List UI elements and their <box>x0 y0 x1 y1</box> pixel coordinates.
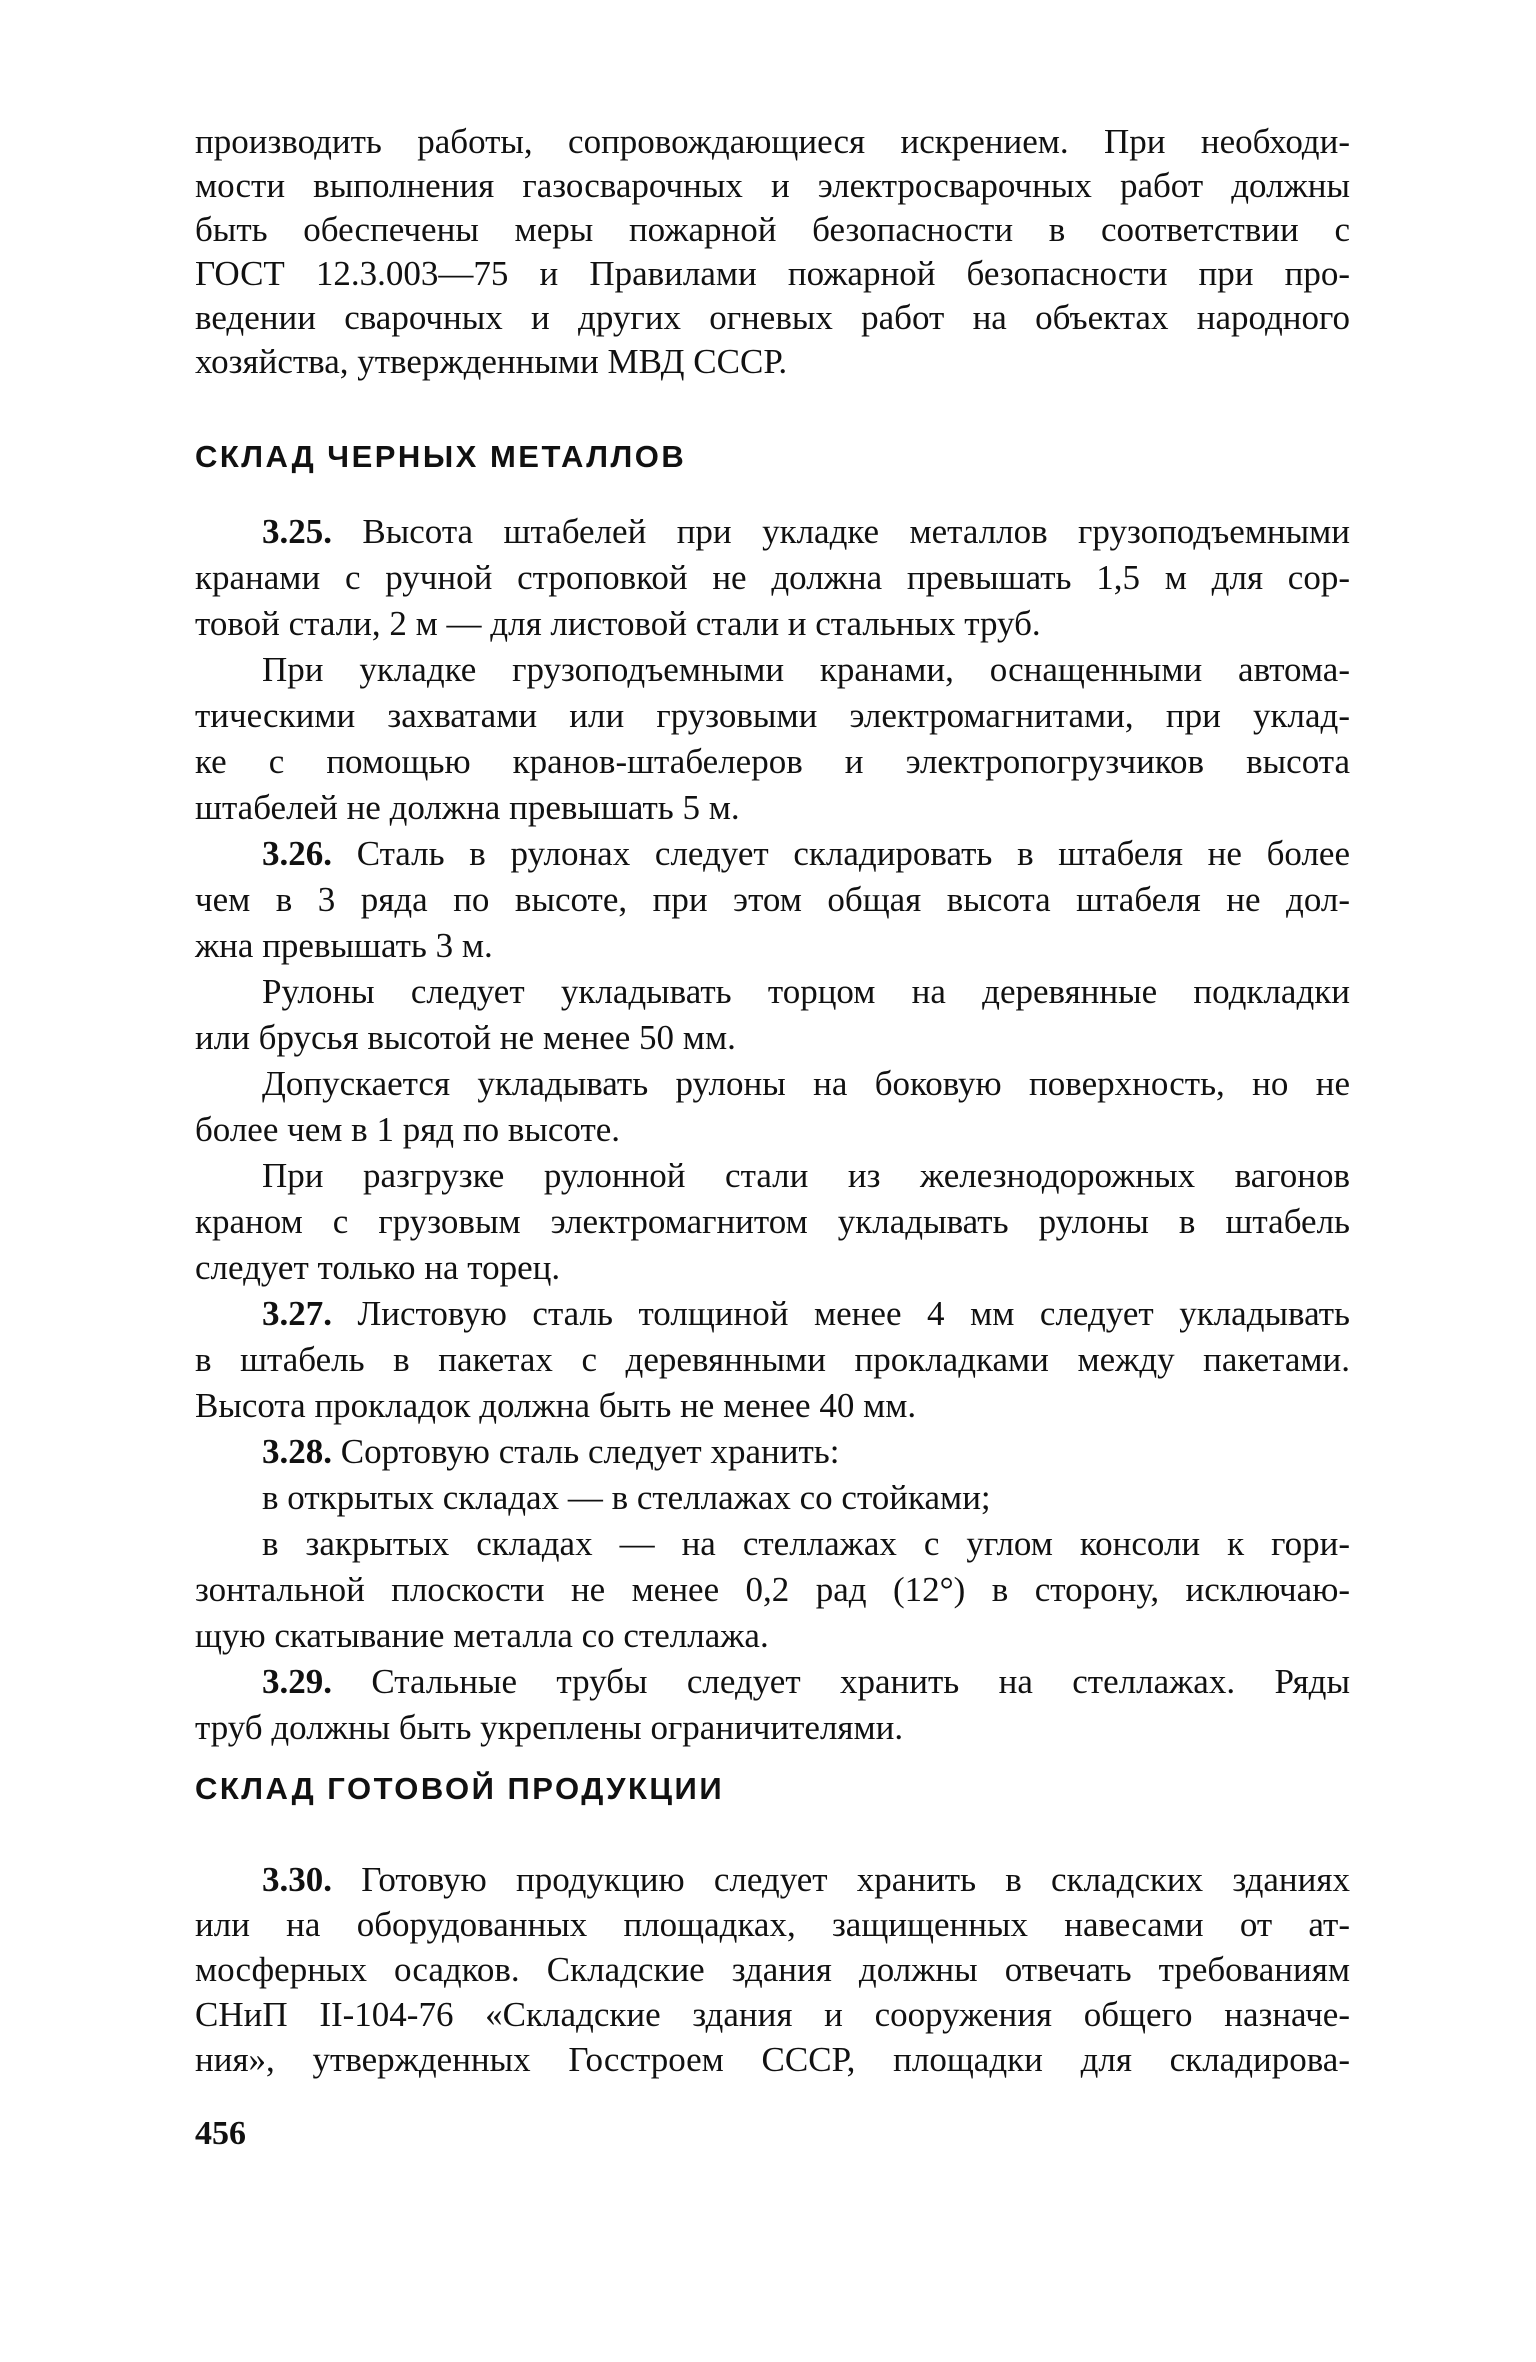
paragraph <box>195 1061 1350 1153</box>
line-text: хозяйства, утвержденными МВД СССР. <box>195 342 788 381</box>
text-line <box>195 1567 1350 1613</box>
line-text: СНиП II-104-76 «Складские здания и сооружения общего назначе- <box>195 1995 1350 2034</box>
line-text: тическими захватами или грузовыми электромагнитами, при уклад- <box>195 696 1350 735</box>
paragraph <box>195 647 1350 831</box>
line-text: кранами с ручной строповкой не должна превышать 1,5 м для сор- <box>195 558 1350 597</box>
text-line <box>195 1992 1350 2037</box>
text-line <box>195 923 1350 969</box>
line-text: Сортовую сталь следует хранить: <box>332 1432 840 1471</box>
text-line <box>195 1291 1350 1337</box>
text-line <box>195 1705 1350 1751</box>
line-text: следует только на торец. <box>195 1248 561 1287</box>
text-line <box>195 1902 1350 1947</box>
paragraph <box>195 969 1350 1061</box>
text-line <box>195 164 1350 208</box>
line-text: или брусья высотой не менее 50 мм. <box>195 1018 736 1057</box>
line-text: Сталь в рулонах следует складировать в штабеля не более <box>332 834 1350 873</box>
line-text: товой стали, 2 м — для листовой стали и стальных труб. <box>195 604 1041 643</box>
paragraph <box>195 1521 1350 1659</box>
line-text: Допускается укладывать рулоны на боковую поверхность, но не <box>262 1064 1350 1103</box>
line-text: Высота прокладок должна быть не менее 40 мм. <box>195 1386 917 1425</box>
line-text: жна превышать 3 м. <box>195 926 493 965</box>
text-block-ferrous-metals <box>195 509 1350 1751</box>
paragraph <box>195 831 1350 969</box>
paragraph <box>195 1429 1350 1475</box>
text-line <box>195 1947 1350 1992</box>
paragraph <box>195 1659 1350 1751</box>
clause-number: 3.30. <box>262 1860 332 1899</box>
line-text: зонтальной плоскости не менее 0,2 рад (12°) в сторону, исключаю- <box>195 1570 1350 1609</box>
text-line <box>195 1857 1350 1902</box>
text-line <box>195 1659 1350 1705</box>
line-text: труб должны быть укреплены ограничителями. <box>195 1708 904 1747</box>
clause-number: 3.26. <box>262 834 332 873</box>
text-line <box>195 785 1350 831</box>
line-text: мосферных осадков. Складские здания должны отвечать требованиям <box>195 1950 1350 1989</box>
clause-number: 3.25. <box>262 512 332 551</box>
text-line <box>195 831 1350 877</box>
line-text: Листовую сталь толщиной менее 4 мм следует укладывать <box>332 1294 1350 1333</box>
text-line <box>195 693 1350 739</box>
paragraph <box>195 1857 1350 2082</box>
text-line <box>195 969 1350 1015</box>
text-line <box>195 1245 1350 1291</box>
line-text: штабелей не должна превышать 5 м. <box>195 788 740 827</box>
text-block-intro <box>195 120 1350 384</box>
paragraph <box>195 1475 1350 1521</box>
line-text: в закрытых складах — на стеллажах с углом консоли к гори- <box>262 1524 1350 1563</box>
text-line <box>195 647 1350 693</box>
text-line <box>195 1061 1350 1107</box>
text-line <box>195 739 1350 785</box>
paragraph <box>195 1291 1350 1429</box>
line-text: Готовую продукцию следует хранить в складских зданиях <box>332 1860 1350 1899</box>
clause-number: 3.28. <box>262 1432 332 1471</box>
text-line <box>195 877 1350 923</box>
text-line <box>195 1107 1350 1153</box>
line-text: мости выполнения газосварочных и электросварочных работ должны <box>195 166 1350 205</box>
line-text: ке с помощью кранов-штабелеров и электропогрузчиков высота <box>195 742 1350 781</box>
text-line <box>195 1199 1350 1245</box>
clause-number: 3.27. <box>262 1294 332 1333</box>
line-text: ГОСТ 12.3.003—75 и Правилами пожарной безопасности при про- <box>195 254 1350 293</box>
line-text: Рулоны следует укладывать торцом на деревянные подкладки <box>262 972 1350 1011</box>
paragraph <box>195 509 1350 647</box>
section-heading-finished-products: СКЛАД ГОТОВОЙ ПРОДУКЦИИ <box>195 1771 725 1806</box>
line-text: При разгрузке рулонной стали из железнодорожных вагонов <box>262 1156 1350 1195</box>
text-line <box>195 555 1350 601</box>
text-line <box>195 252 1350 296</box>
text-line <box>195 1337 1350 1383</box>
text-line <box>195 296 1350 340</box>
line-text: Стальные трубы следует хранить на стеллажах. Ряды <box>332 1662 1350 1701</box>
line-text: или на оборудованных площадках, защищенных навесами от ат- <box>195 1905 1350 1944</box>
text-line <box>195 120 1350 164</box>
text-line <box>195 601 1350 647</box>
text-line <box>195 2037 1350 2082</box>
text-line <box>195 1015 1350 1061</box>
text-line <box>195 340 1350 384</box>
text-line <box>195 1475 1350 1521</box>
text-line <box>195 1383 1350 1429</box>
paragraph <box>195 120 1350 384</box>
clause-number: 3.29. <box>262 1662 332 1701</box>
line-text: щую скатывание металла со стеллажа. <box>195 1616 769 1655</box>
section-heading-ferrous-metals: СКЛАД ЧЕРНЫХ МЕТАЛЛОВ <box>195 439 687 474</box>
text-line <box>195 509 1350 555</box>
text-line <box>195 1521 1350 1567</box>
line-text: Высота штабелей при укладке металлов грузоподъемными <box>332 512 1350 551</box>
line-text: чем в 3 ряда по высоте, при этом общая высота штабеля не дол- <box>195 880 1350 919</box>
line-text: производить работы, сопровождающиеся искрением. При необходи- <box>195 122 1350 161</box>
line-text: более чем в 1 ряд по высоте. <box>195 1110 621 1149</box>
line-text: в штабель в пакетах с деревянными прокладками между пакетами. <box>195 1340 1350 1379</box>
text-line <box>195 1429 1350 1475</box>
line-text: ведении сварочных и других огневых работ на объектах народного <box>195 298 1350 337</box>
text-line <box>195 208 1350 252</box>
text-line <box>195 1153 1350 1199</box>
page-number: 456 <box>195 2115 246 2152</box>
line-text: ния», утвержденных Госстроем СССР, площадки для складирова- <box>195 2040 1350 2079</box>
line-text: в открытых складах — в стеллажах со стойками; <box>262 1478 991 1517</box>
line-text: краном с грузовым электромагнитом укладывать рулоны в штабель <box>195 1202 1350 1241</box>
text-block-finished-products <box>195 1857 1350 2082</box>
line-text: быть обеспечены меры пожарной безопасности в соответствии с <box>195 210 1350 249</box>
line-text: При укладке грузоподъемными кранами, оснащенными автома- <box>262 650 1350 689</box>
text-line <box>195 1613 1350 1659</box>
paragraph <box>195 1153 1350 1291</box>
